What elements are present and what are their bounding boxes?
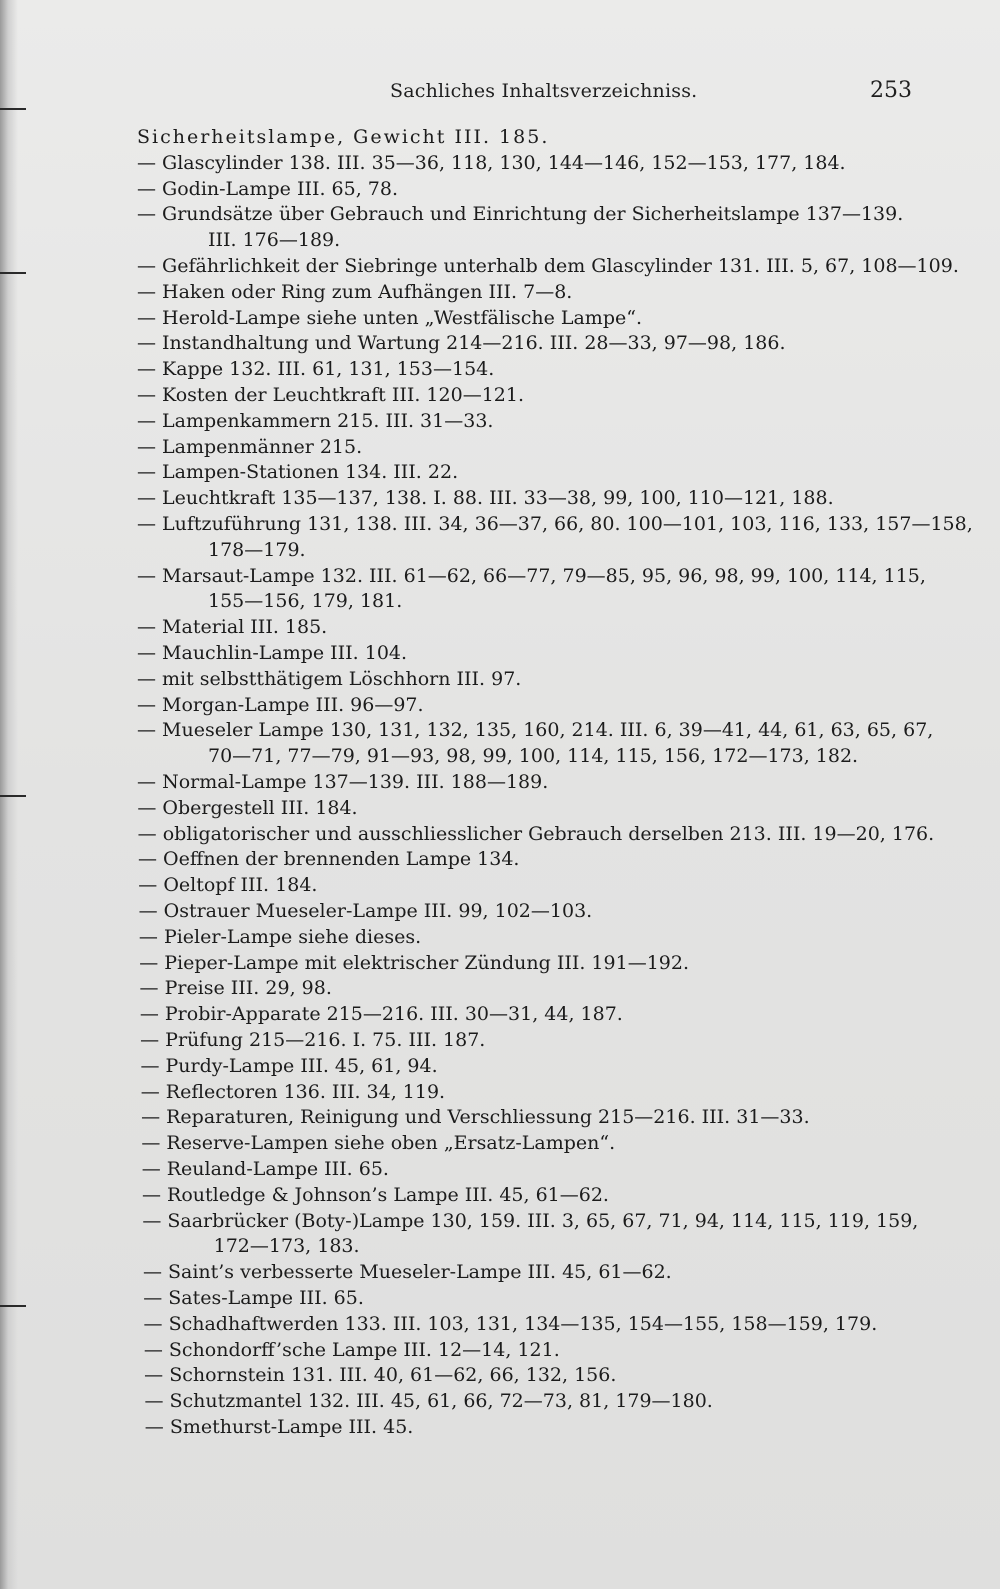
- index-entry-line: — Morgan-Lampe III. 96—97.: [137, 693, 424, 716]
- index-entry-line: — obligatorischer und ausschliesslicher Gebrauch derselben 213. III. 19—20, 176.: [137, 822, 935, 845]
- index-entry-line: — Reserve-Lampen siehe oben „Ersatz-Lampen“.: [141, 1132, 616, 1155]
- margin-mark: [0, 1305, 26, 1307]
- index-entry-line: — Preise III. 29, 98.: [139, 977, 332, 1000]
- index-entry-line: — Normal-Lampe 137—139. III. 188—189.: [137, 771, 549, 793]
- index-entry-line: — Instandhaltung und Wartung 214—216. III. 28—33, 97—98, 186.: [137, 332, 786, 355]
- index-entry-line: — Sates-Lampe III. 65.: [143, 1287, 364, 1309]
- index-entry-line: — Probir-Apparate 215—216. III. 30—31, 44, 187.: [139, 1003, 623, 1026]
- index-entry-line: — Material III. 185.: [137, 616, 328, 639]
- index-entry-line: — Luftzuführung 131, 138. III. 34, 36—37, 66, 80. 100—101, 103, 116, 133, 157—158,: [137, 513, 973, 535]
- index-entry-line: Sicherheitslampe, Gewicht III. 185.: [137, 126, 550, 148]
- index-entry-line: — Pieper-Lampe mit elektrischer Zündung III. 191—192.: [139, 951, 689, 974]
- index-entry-line: — Prüfung 215—216. I. 75. III. 187.: [140, 1029, 486, 1051]
- index-entry-line: — Saint’s verbesserte Mueseler-Lampe III. 45, 61—62.: [142, 1261, 672, 1284]
- index-entry-line: — Routledge & Johnson’s Lampe III. 45, 61—62.: [142, 1183, 609, 1206]
- page-number: 253: [870, 78, 912, 103]
- index-entry-line: — Lampenmänner 215.: [137, 435, 363, 458]
- index-entry-line: — Reflectoren 136. III. 34, 119.: [140, 1080, 446, 1103]
- index-entry-continuation: 172—173, 183.: [213, 1235, 360, 1258]
- index-entry-line: — Schutzmantel 132. III. 45, 61, 66, 72—73, 81, 179—180.: [144, 1390, 713, 1413]
- index-entry-continuation: III. 176—189.: [208, 229, 341, 252]
- index-entry-line: — Oeltopf III. 184.: [138, 874, 318, 897]
- index-entry-line: — Schornstein 131. III. 40, 61—62, 66, 132, 156.: [144, 1364, 617, 1387]
- index-entry-line: — Obergestell III. 184.: [137, 796, 358, 819]
- index-entry-line: — Mauchlin-Lampe III. 104.: [137, 642, 408, 664]
- index-entry-line: — Pieler-Lampe siehe dieses.: [138, 925, 422, 948]
- index-entry-line: — Herold-Lampe siehe unten „Westfälische Lampe“.: [137, 306, 642, 329]
- index-entry-line: — Kappe 132. III. 61, 131, 153—154.: [137, 358, 495, 381]
- index-entry-line: — mit selbstthätigem Löschhorn III. 97.: [137, 667, 522, 690]
- index-entry-line: — Smethurst-Lampe III. 45.: [144, 1416, 414, 1438]
- index-entry-line: — Grundsätze über Gebrauch und Einrichtung der Sicherheitslampe 137—139.: [137, 203, 904, 226]
- index-entry-line: — Lampenkammern 215. III. 31—33.: [137, 409, 494, 432]
- margin-mark: [0, 272, 26, 274]
- index-entry-line: — Schadhaftwerden 133. III. 103, 131, 134—135, 154—155, 158—159, 179.: [143, 1312, 878, 1335]
- index-entry-line: — Oeffnen der brennenden Lampe 134.: [137, 848, 520, 871]
- index-entry-line: — Mueseler Lampe 130, 131, 132, 135, 160, 214. III. 6, 39—41, 44, 61, 63, 65, 67,: [137, 719, 934, 742]
- running-title: Sachliches Inhaltsverzeichniss.: [390, 80, 698, 102]
- index-entry-line: — Haken oder Ring zum Aufhängen III. 7—8.: [137, 280, 573, 303]
- page-header: [0, 80, 1000, 110]
- index-entry-line: — Purdy-Lampe III. 45, 61, 94.: [140, 1054, 438, 1077]
- index-entry-line: — Ostrauer Mueseler-Lampe III. 99, 102—103.: [138, 900, 593, 922]
- index-entry-line: — Leuchtkraft 135—137, 138. I. 88. III. 33—38, 99, 100, 110—121, 188.: [137, 487, 834, 510]
- margin-mark: [0, 795, 26, 797]
- index-entry-line: — Glascylinder 138. III. 35—36, 118, 130, 144—146, 152—153, 177, 184.: [137, 151, 846, 174]
- index-entry-line: — Marsaut-Lampe 132. III. 61—62, 66—77, 79—85, 95, 96, 98, 99, 100, 114, 115,: [137, 564, 926, 587]
- index-entry-line: — Godin-Lampe III. 65, 78.: [137, 177, 399, 200]
- index-entry-line: — Gefährlichkeit der Siebringe unterhalb dem Glascylinder 131. III. 5, 67, 108—109.: [137, 255, 959, 277]
- index-entry-line: — Saarbrücker (Boty-)Lampe 130, 159. III. 3, 65, 67, 71, 94, 114, 115, 119, 159,: [142, 1209, 919, 1232]
- index-entry-continuation: 155—156, 179, 181.: [208, 590, 403, 613]
- index-entry-continuation: 70—71, 77—79, 91—93, 98, 99, 100, 114, 115, 156, 172—173, 182.: [208, 745, 859, 768]
- index-entry-continuation: 178—179.: [208, 538, 306, 561]
- index-entry-line: — Kosten der Leuchtkraft III. 120—121.: [137, 384, 525, 406]
- index-entry-line: — Schondorff’sche Lampe III. 12—14, 121.: [143, 1338, 560, 1361]
- index-entry-line: — Reparaturen, Reinigung und Verschliessung 215—216. III. 31—33.: [141, 1106, 810, 1129]
- index-entry-line: — Lampen-Stationen 134. III. 22.: [137, 461, 459, 484]
- index-entry-line: — Reuland-Lampe III. 65.: [141, 1158, 389, 1180]
